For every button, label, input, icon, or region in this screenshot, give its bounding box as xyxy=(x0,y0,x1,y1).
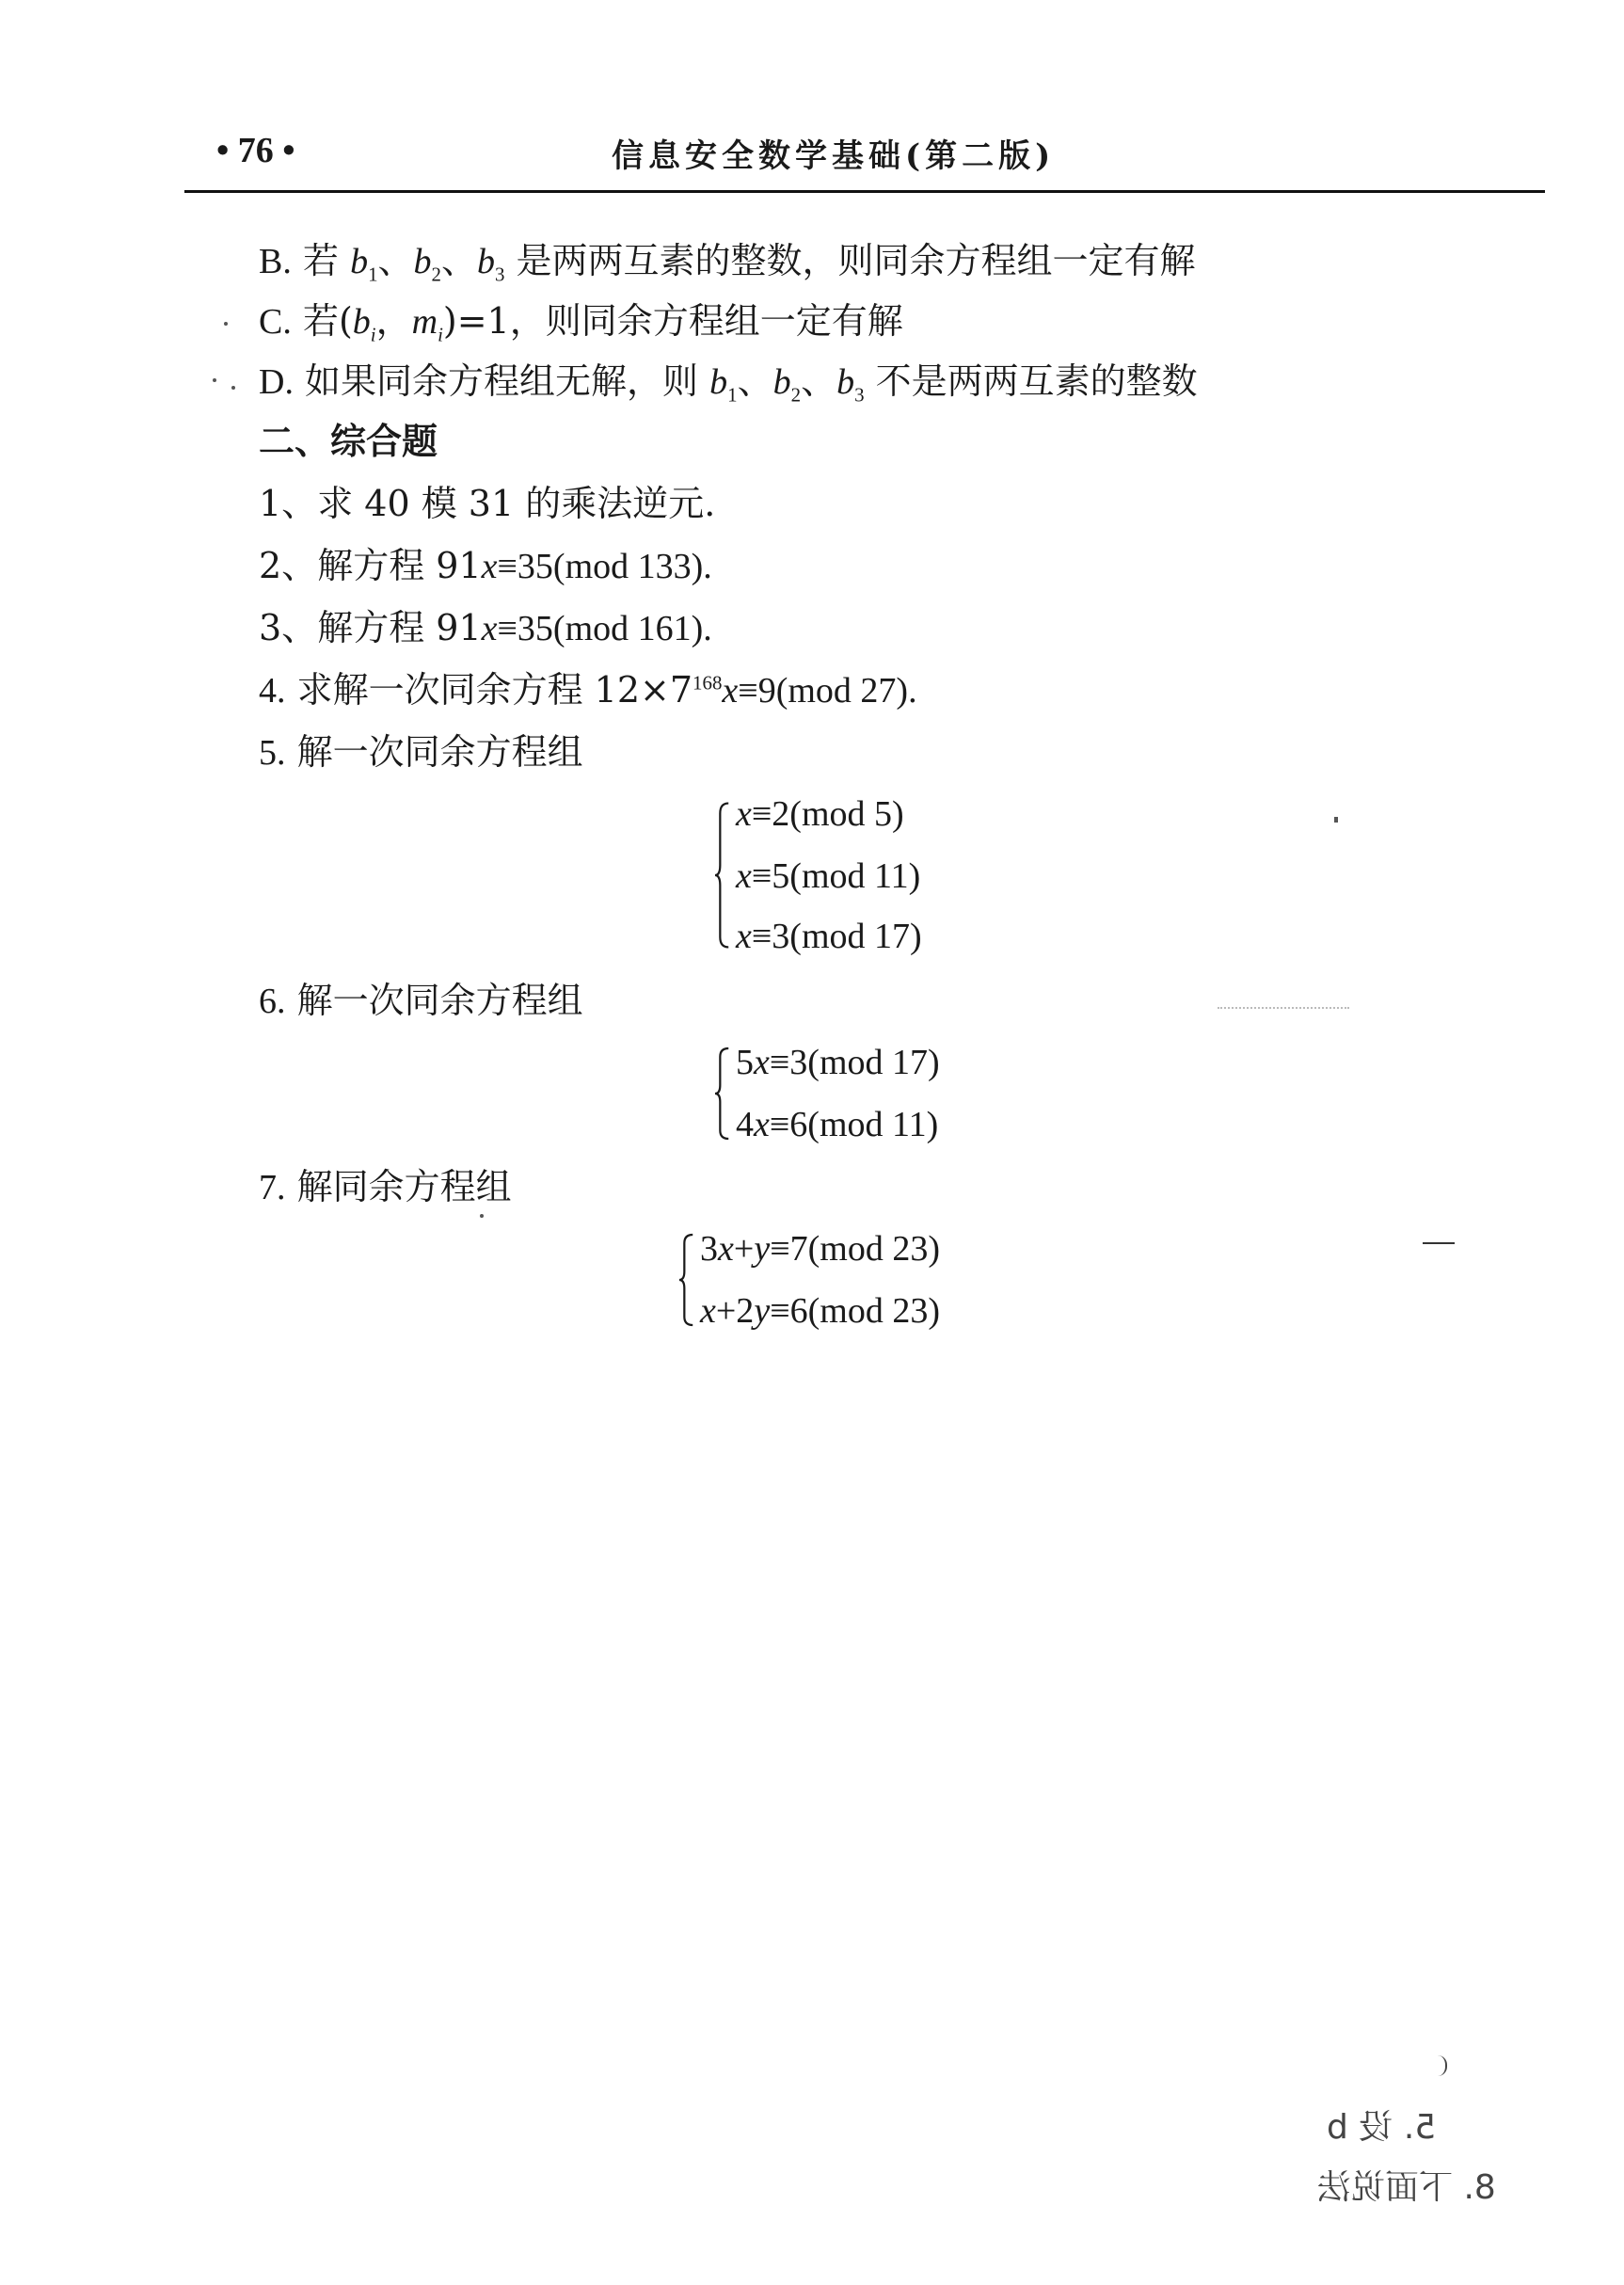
sub-i: i xyxy=(370,323,376,346)
option-b-text: 是两两互素的整数，则同余方程组一定有解 xyxy=(516,240,1196,281)
section-title: 二、综合题 xyxy=(259,420,438,462)
option-c-label: C. xyxy=(259,302,292,342)
sub-i: i xyxy=(438,323,443,346)
scan-speck xyxy=(213,378,216,382)
sub-2: 2 xyxy=(790,383,802,407)
system-row: x≡5(mod 11) xyxy=(736,856,921,896)
sep: 、 xyxy=(440,240,477,281)
var-b: b xyxy=(709,362,728,402)
left-brace-icon xyxy=(715,792,730,958)
var-x: x xyxy=(722,671,739,711)
left-brace-icon xyxy=(715,1041,730,1146)
problem-text: 解同余方程组 xyxy=(296,1166,512,1207)
system-row: x≡2(mod 5) xyxy=(736,794,904,834)
option-c xyxy=(259,300,903,346)
page-number: • 76 • xyxy=(216,131,295,170)
system-row: x≡3(mod 17) xyxy=(736,917,922,956)
problem-4 xyxy=(259,669,917,711)
scan-speck xyxy=(224,322,228,326)
book-title: 信息安全数学基础(第二版) xyxy=(612,137,1056,175)
scan-dash xyxy=(1423,1242,1455,1244)
system-row: 3x+y≡7(mod 23) xyxy=(700,1229,940,1269)
congruence-system-5 xyxy=(715,789,1035,958)
problem-text: 解一次同余方程组 xyxy=(296,980,583,1021)
bleed-through-text: 5. 设 b xyxy=(1327,2108,1437,2147)
option-d-label: D. xyxy=(259,362,294,402)
sep: 、 xyxy=(737,360,773,402)
var-x: x xyxy=(481,609,498,648)
sub-3: 3 xyxy=(854,383,865,407)
system-row: 4x≡6(mod 11) xyxy=(736,1105,939,1144)
option-d xyxy=(259,360,1198,407)
problem-number: 5. xyxy=(259,733,286,773)
option-d-text: 不是两两互素的整数 xyxy=(875,360,1198,402)
problem-text: 求 40 模 31 的乘法逆元. xyxy=(317,483,716,524)
scan-mark xyxy=(1438,2055,1447,2076)
sub-1: 1 xyxy=(368,263,378,286)
system-row: x+2y≡6(mod 23) xyxy=(700,1291,940,1331)
problem-congruence: ≡35(mod 133). xyxy=(497,547,712,586)
option-c-pre: 若( xyxy=(302,300,353,342)
var-b: b xyxy=(477,242,495,281)
sub-1: 1 xyxy=(727,383,738,407)
header-rule xyxy=(184,190,1545,193)
option-c-text: )=1，则同余方程组一定有解 xyxy=(442,300,903,342)
problem-number: 6. xyxy=(259,982,286,1021)
problem-6 xyxy=(259,980,583,1021)
bleed-through-text: 8. 下面说法 xyxy=(1317,2168,1496,2207)
problem-text: 求解一次同余方程 12×7 xyxy=(296,669,693,711)
option-b xyxy=(259,240,1196,286)
var-x: x xyxy=(481,547,498,586)
problem-number: 1、 xyxy=(259,483,318,524)
system-row: 5x≡3(mod 17) xyxy=(736,1043,940,1082)
var-m: m xyxy=(411,302,438,342)
var-b: b xyxy=(413,242,432,281)
left-brace-icon xyxy=(679,1227,694,1333)
sub-2: 2 xyxy=(431,263,441,286)
problem-congruence: ≡9(mod 27). xyxy=(738,671,917,711)
sep: 、 xyxy=(801,360,837,402)
var-b: b xyxy=(836,362,855,402)
var-b: b xyxy=(772,362,791,402)
option-b-label: B. xyxy=(259,242,292,281)
comma: ， xyxy=(375,300,412,342)
congruence-system-7 xyxy=(679,1223,1075,1334)
problem-1 xyxy=(259,483,716,524)
var-b: b xyxy=(352,302,371,342)
problem-text: 解一次同余方程组 xyxy=(296,731,583,773)
problem-number: 2、 xyxy=(259,545,318,586)
page-header xyxy=(184,122,1545,188)
problem-number: 7. xyxy=(259,1168,286,1207)
var-b: b xyxy=(350,242,369,281)
problem-3 xyxy=(259,607,712,648)
sub-3: 3 xyxy=(495,263,505,286)
scan-speck xyxy=(1218,1007,1349,1009)
problem-text: 解方程 91 xyxy=(317,607,482,648)
problem-congruence: ≡35(mod 161). xyxy=(497,609,712,648)
problem-7 xyxy=(259,1166,512,1207)
problem-2 xyxy=(259,545,712,586)
scan-speck xyxy=(480,1214,484,1218)
problem-number: 4. xyxy=(259,671,286,711)
congruence-system-6 xyxy=(715,1037,1035,1148)
scan-speck xyxy=(1334,817,1338,823)
problem-5 xyxy=(259,731,583,773)
problem-number: 3、 xyxy=(259,607,318,648)
problem-text: 解方程 91 xyxy=(317,545,482,586)
scan-speck xyxy=(231,386,235,390)
option-b-pre: 若 xyxy=(302,240,339,281)
sep: 、 xyxy=(377,240,414,281)
option-d-pre: 如果同余方程组无解，则 xyxy=(305,360,699,402)
exponent: 168 xyxy=(693,671,723,695)
